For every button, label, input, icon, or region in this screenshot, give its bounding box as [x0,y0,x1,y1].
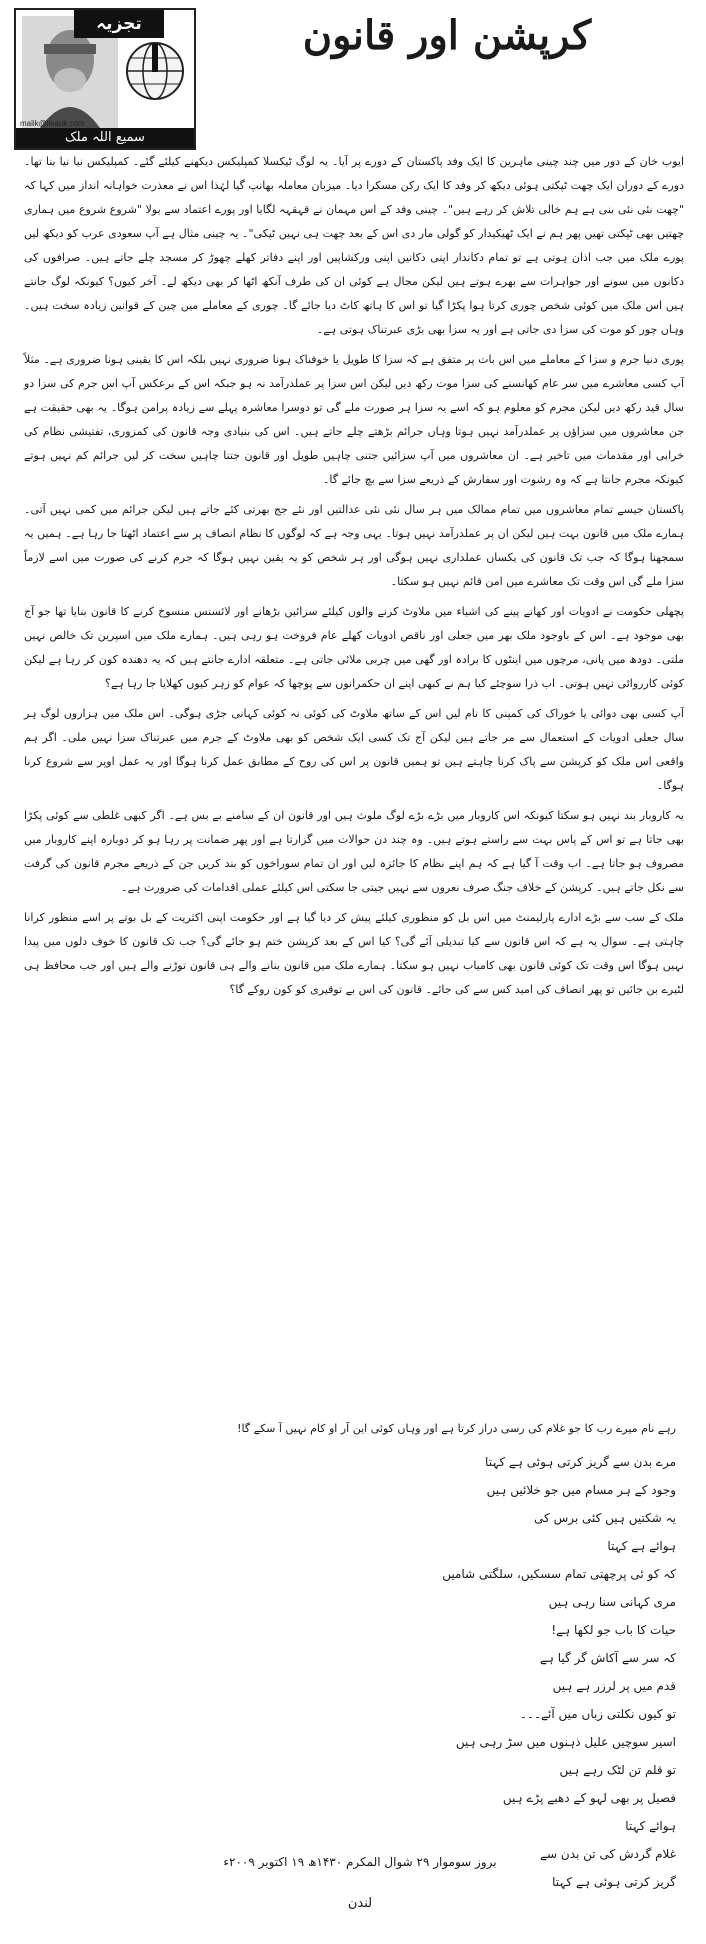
poem-line: قدم میں پر لرزر ہے ہیں [552,1679,676,1693]
poem-line: مرے بدن سے گریز کرتی ہوئی ہے کہتا [485,1455,676,1469]
column-logo-box [14,8,196,150]
globe-icon [124,40,186,102]
author-email: malik@lisauk.com [20,119,85,128]
paragraph: پوری دنیا جرم و سزا کے معاملے میں اس بات پر متفق ہے کہ سزا کا طویل یا خوفناک ہونا ضروری نہیں بلکہ اس کا یقینی ہونا ضروری ہے۔ مثلاً آپ کسی معاشرے میں سر عام کھانسنے کی سزا موت رکھ دیں لیکن اس سزا پر عملدرآمد نہ ہو جبکہ اس کے برعکس آپ اس جرم کی سزا دو سال قید رکھ دیں لیکن مجرم کو معلوم ہو کہ اسے یہ سزا ہر صورت ملے گی تو دوسرا معاشرہ پہلے سے زیادہ پرامن ہوگا۔ یہ بھی حقیقت ہے جن معاشروں میں سزاؤں پر عملدرآمد نہیں ہوتا وہاں جرائم بڑھتے چلے جاتے ہیں۔ اس کی بنیادی وجہ قانون کی کمزوری، تفتیشی نظام کی خرابی اور مقدمات میں تاخیر ہے۔ ان معاشروں میں آپ سزائیں جتنی چاہیں طویل اور قانون جتنا چاہیں سخت کر لیں جرائم کم نہیں ہوتے کیونکہ مجرم جانتا ہے کہ وہ رشوت اور سفارش کے ذریعے سزا سے بچ جائے گا۔ [24,353,685,486]
dateline: بروز سوموار ۲۹ شوال المکرم ۱۴۳۰ھ ۱۹ اکتوبر ۲۰۰۹ء [223,1855,497,1869]
paragraph: پچھلی حکومت نے ادویات اور کھانے پینے کی اشیاء میں ملاوٹ کرنے والوں کیلئے سزائیں بڑھانے اور لائسنس منسوخ کرنے کا قانون بنایا تھا جو آج بھی موجود ہے۔ اس کے باوجود ملک بھر میں جعلی اور ناقص ادویات کھلے عام فروخت ہو رہی ہیں۔ ہمارے ملک میں اسپرین تک خالص نہیں ملتی۔ دودھ میں پانی، مرچوں میں اینٹوں کا برادہ اور گھی میں چربی ملائی جاتی ہے۔ متعلقہ ادارے جانتے ہیں کہ یہ دھندہ کون کر رہا ہے لیکن کوئی کارروائی نہیں ہوتی۔ اب ذرا سوچئے کیا ہم نے کبھی اپنے ان حکمرانوں سے پوچھا کہ عوام کو زہر کیوں کھلایا جا رہا ہے؟ [24,605,684,690]
poem-line: اسیر سوچیں علیل ذہنوں میں سڑ رہی ہیں [455,1735,676,1749]
column-tag: تجزیہ [74,10,164,38]
poem-line: فصیل پر بھی لہو کے دھبے پڑے ہیں [502,1791,676,1805]
place-name: لندن [347,1896,373,1911]
paragraph: ایوب خان کے دور میں چند چینی ماہرین کا ایک وفد پاکستان کے دورے پر آیا۔ یہ لوگ ٹیکسلا کمپلیکس دیکھنے کیلئے گئے۔ کمپلیکس نیا نیا بنا تھا۔ دورے کے دوران ایک چھت ٹپکتی ہوئی دیکھ کر وفد کا ایک رکن مسکرا دیا۔ میزبان معاملہ بھانپ گیا لہٰذا اس نے معذرت خواہانہ انداز میں کہا کہ "چھت نئی نئی بنی ہے ہم خالی تلاش کر رہے ہیں"۔ چینی وفد کے اس مہمان نے قہقہہ لگایا اور پورے اعتماد سے بولا "شروع شروع میں ہماری چھتیں بھی ٹپکتی تھیں پھر ہم نے ایک ٹھیکیدار کو گولی مار دی اس کے بعد چھت ہی نہیں ٹپکی"۔ یہ چینی مثال ہے آپ سعودی عرب کو دیکھ لیں پورے ملک میں جب اذان ہوتی ہے تو تمام دکاندار اپنی دکانیں اپنی ورکشاپیں اور اپنے دفاتر کھلے چھوڑ کر مسجد چلے جاتے ہیں۔ صرافوں کی دکانوں میں سونے اور جواہرات سے بھرے ہوتے ہیں لیکن مجال ہے کوئی ان کی طرف آنکھ اٹھا کر بھی دیکھ لے۔ آخر کیوں؟ کیونکہ لوگ جانتے ہیں اس ملک میں کوئی شخص چوری کرتا ہوا پکڑا گیا تو اس کا ہاتھ کاٹ دیا جائے گا۔ چوری کے معاملے میں چین کے قوانین زیادہ سخت ہیں۔ وہاں چور کو موت کی سزا دی جاتی ہے اور یہ سزا بھی بڑی عبرتناک ہوتی ہے۔ [24,155,684,336]
poem-line: مری کہانی سنا رہی ہیں [548,1595,676,1609]
poem-line: غلام گردش کی تن بدن سے [540,1847,676,1861]
poem-line: کہ سر سے آکاش گر گیا ہے [539,1651,676,1665]
poem-intro: رہے نام میرے رب کا جو غلام کی رسی دراز کرتا ہے اور وہاں کوئی این آر او کام نہیں آ سکے گا! [237,1422,676,1435]
article-body [24,150,684,1008]
article-title: کرپشن اور قانون [302,12,592,59]
poem-line: کہ کو ئی پرچھتی تمام سسکیں، سلگتی شامیں [442,1567,676,1581]
article-header [0,0,706,150]
author-name: سمیع اللہ ملک [16,128,194,148]
paragraph: ملک کے سب سے بڑے ادارے پارلیمنٹ میں اس بل کو منظوری کیلئے پیش کر دیا گیا ہے اور حکومت اپنی اکثریت کے بل بوتے پر اسے منظور کرانا چاہتی ہے۔ سوال یہ ہے کہ اس قانون سے کیا تبدیلی آئے گی؟ کیا اس کے بعد کرپشن ختم ہو جائے گی؟ جب تک قانون کا خوف دلوں میں پیدا نہیں ہوگا اس وقت تک کوئی قانون بھی کامیاب نہیں ہو سکتا۔ ہمارے ملک میں قانون بنانے والے ہی قانون توڑنے والے ہیں اور جب محافظ ہی لٹیرے بن جائیں تو پھر انصاف کی امید کس سے کی جائے۔ قانون کی اس بے توقیری کو کون روکے گا؟ [24,911,684,996]
poem-line: ہوائے کہتا [625,1819,676,1833]
poem-line: وجود کے ہر مسام میں جو خلائیں ہیں [486,1483,676,1497]
poem-line: یہ شکتیں ہیں کئی برس کی [534,1511,676,1525]
paragraph: یہ کاروبار بند نہیں ہو سکتا کیونکہ اس کاروبار میں بڑے بڑے لوگ ملوث ہیں اور قانون ان کے سامنے بے بس ہے۔ اگر کبھی غلطی سے کوئی پکڑا بھی جاتا ہے تو اس کے پاس بہت سے راستے ہوتے ہیں۔ وہ چند دن حوالات میں گزارتا ہے اور پھر ضمانت پر رہا ہو کر دوبارہ اپنے کاروبار میں مصروف ہو جاتا ہے۔ اب وقت آ گیا ہے کہ ہم اپنے نظام کا جائزہ لیں اور ان تمام سوراخوں کو بند کریں جن کے ذریعے مجرم قانون کی گرفت سے نکل جاتے ہیں۔ کرپشن کے خلاف جنگ صرف نعروں سے نہیں جیتی جا سکتی اس کیلئے عملی اقدامات کی ضرورت ہے۔ [24,809,684,894]
poem-line: حیات کا باب جو لکھا ہے! [551,1623,676,1637]
poem-line: تو کیوں نکلتی زباں میں آئے۔۔۔ [519,1707,676,1721]
poem-line: ہوائے ہے کہتا [607,1539,676,1553]
poem-line: گریز کرتی ہوئی ہے کہتا [552,1875,676,1889]
paragraph: آپ کسی بھی دوائی یا خوراک کی کمپنی کا نام لیں اس کے ساتھ ملاوٹ کی کوئی نہ کوئی کہانی جڑی ہوگی۔ اس ملک میں ہزاروں لوگ ہر سال جعلی ادویات کے استعمال سے مر جاتے ہیں لیکن آج تک کسی ایک شخص کو بھی ملاوٹ کے جرم میں عبرتناک سزا نہیں ملی۔ اگر ہم واقعی اس ملک کو کرپشن سے پاک کرنا چاہتے ہیں تو ہمیں قانون پر اس کی روح کے مطابق عمل کرنا ہوگا اور یہ عمل اوپر سے شروع کرنا ہوگا۔ [24,707,684,792]
poem-line: تو قلم تن لٹک رہے ہیں [559,1763,676,1777]
poem-block [237,1418,676,1896]
paragraph: پاکستان جیسے تمام معاشروں میں تمام ممالک میں ہر سال نئی نئی عدالتیں اور نئے جج بھرتی کئے جاتے ہیں لیکن جرائم میں کمی نہیں آتی۔ ہمارے ملک میں قانون بہت ہیں لیکن ان پر عملدرآمد نہیں ہوتا۔ یہی وجہ ہے کہ لوگوں کا نظام انصاف پر سے اعتماد اٹھتا جا رہا ہے۔ ہمیں یہ سمجھنا ہوگا کہ جب تک قانون کی یکساں عملداری نہیں ہوگی اور ہر شخص کو یہ یقین نہیں ہوگا کہ جرم کرنے کی صورت میں اسے لازماً سزا ملے گی اس وقت تک معاشرے میں امن قائم نہیں ہو سکتا۔ [24,503,684,588]
